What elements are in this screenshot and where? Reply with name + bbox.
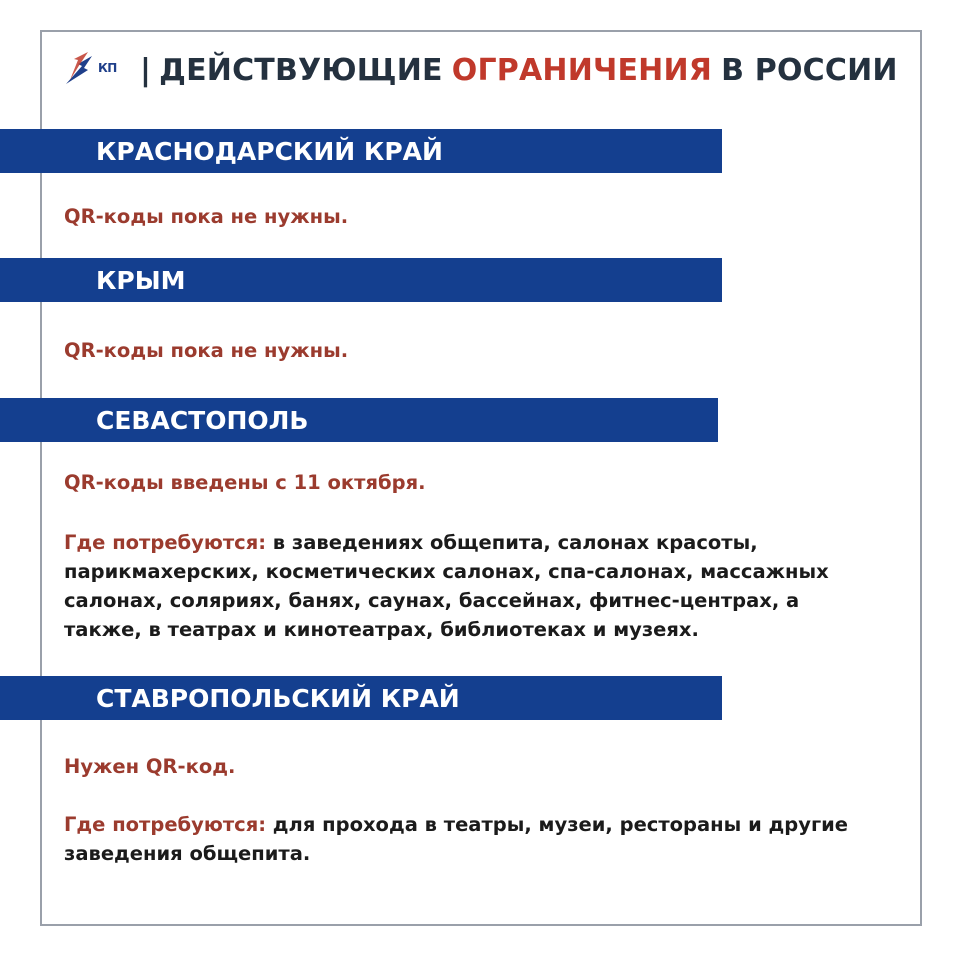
where-line-sevastopol-4: также, в театрах и кинотеатрах, библиотеках и музеях.	[64, 618, 699, 641]
section-header-crimea	[0, 258, 722, 302]
status-crimea	[64, 336, 348, 365]
section-title-stavropol: СТАВРОПОЛЬСКИЙ КРАЙ	[96, 683, 460, 713]
where-sevastopol	[64, 528, 829, 644]
logo-text: КП	[98, 61, 117, 75]
header-separator: |	[140, 52, 152, 88]
status-sevastopol	[64, 468, 426, 497]
status-text-stavropol: Нужен QR-код.	[64, 755, 236, 778]
status-text-crimea: QR-коды пока не нужны.	[64, 339, 349, 362]
section-title-krasnodar: КРАСНОДАРСКИЙ КРАЙ	[96, 136, 443, 166]
where-line-sevastopol-2: парикмахерских, косметических салонах, спа-салонах, массажных	[64, 560, 829, 583]
where-line-sevastopol-3: салонах, соляриях, банях, саунах, бассейнах, фитнес-центрах, а	[64, 589, 800, 612]
title-part1: ДЕЙСТВУЮЩИЕ	[159, 52, 443, 88]
section-title-sevastopol: СЕВАСТОПОЛЬ	[96, 405, 309, 435]
where-line-stavropol-2: заведения общепита.	[64, 842, 311, 865]
section-title-crimea: КРЫМ	[96, 265, 186, 295]
status-krasnodar	[64, 202, 348, 231]
status-text-sevastopol: QR-коды введены с 11 октября.	[64, 471, 426, 494]
title-part2: В РОССИИ	[721, 52, 898, 88]
status-stavropol	[64, 752, 235, 781]
where-line-sevastopol-1: Где потребуются: в заведениях общепита, салонах красоты,	[64, 531, 758, 554]
status-text-krasnodar: QR-коды пока не нужны.	[64, 205, 349, 228]
section-header-krasnodar	[0, 129, 722, 173]
where-label-stavropol: Где потребуются:	[64, 813, 267, 836]
where-label-sevastopol: Где потребуются:	[64, 531, 267, 554]
star-logo-icon	[64, 50, 100, 90]
section-header-stavropol	[0, 676, 722, 720]
page-title	[64, 48, 898, 92]
title-accent: ОГРАНИЧЕНИЯ	[451, 52, 713, 88]
where-stavropol	[64, 810, 848, 868]
section-header-sevastopol	[0, 398, 718, 442]
logo	[64, 50, 134, 90]
where-line-stavropol-1: Где потребуются: для прохода в театры, музеи, рестораны и другие	[64, 813, 849, 836]
